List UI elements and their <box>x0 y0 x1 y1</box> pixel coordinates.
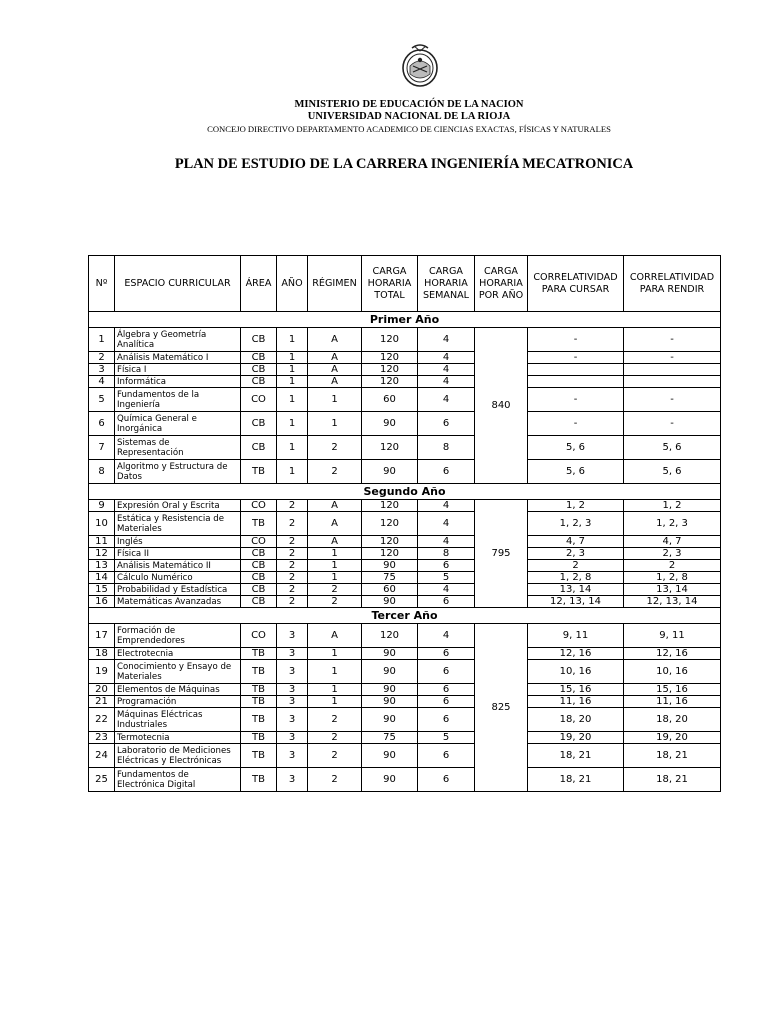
cell-num: 21 <box>89 696 115 708</box>
table-row <box>89 584 721 596</box>
cell-name: Probabilidad y Estadística <box>115 584 241 596</box>
cell-num: 18 <box>89 648 115 660</box>
cell-corr-cursar: 1, 2 <box>528 500 624 512</box>
cell-corr-rendir: 2 <box>624 560 721 572</box>
cell-carga-semanal: 4 <box>418 376 475 388</box>
cell-num: 12 <box>89 548 115 560</box>
cell-corr-rendir: 1, 2 <box>624 500 721 512</box>
table-row <box>89 660 721 684</box>
cell-carga-total: 120 <box>362 376 418 388</box>
cell-corr-cursar: 2 <box>528 560 624 572</box>
cell-corr-rendir: 11, 16 <box>624 696 721 708</box>
table-header-row <box>89 256 721 312</box>
cell-carga-total: 90 <box>362 660 418 684</box>
cell-carga-total: 90 <box>362 768 418 792</box>
cell-carga-total: 120 <box>362 624 418 648</box>
cell-area: CB <box>241 560 277 572</box>
cell-area: CB <box>241 364 277 376</box>
cell-regimen: 1 <box>308 660 362 684</box>
cell-anio: 3 <box>277 696 308 708</box>
cell-carga-semanal: 6 <box>418 596 475 608</box>
cell-carga-semanal: 4 <box>418 364 475 376</box>
table-row <box>89 684 721 696</box>
cell-anio: 1 <box>277 328 308 352</box>
cell-carga-semanal: 6 <box>418 768 475 792</box>
section-title: Tercer Año <box>89 608 721 624</box>
cell-corr-rendir: 12, 13, 14 <box>624 596 721 608</box>
header-corr-rendir: CORRELATIVIDAD PARA RENDIR <box>624 256 721 312</box>
university-name: UNIVERSIDAD NACIONAL DE LA RIOJA <box>307 111 511 122</box>
cell-anio: 1 <box>277 352 308 364</box>
cell-name: Análisis Matemático I <box>115 352 241 364</box>
cell-area: TB <box>241 648 277 660</box>
cell-anio: 3 <box>277 708 308 732</box>
cell-num: 8 <box>89 460 115 484</box>
cell-regimen: 1 <box>308 548 362 560</box>
table-row <box>89 436 721 460</box>
cell-corr-cursar: 18, 21 <box>528 744 624 768</box>
cell-corr-cursar: - <box>528 388 624 412</box>
table-row <box>89 624 721 648</box>
cell-carga-total: 90 <box>362 560 418 572</box>
table-row <box>89 412 721 436</box>
header-carga-anio: CARGA HORARIA POR AÑO <box>475 256 528 312</box>
cell-area: CB <box>241 412 277 436</box>
cell-corr-rendir: - <box>624 412 721 436</box>
cell-regimen: 2 <box>308 708 362 732</box>
table-row <box>89 548 721 560</box>
cell-carga-total: 90 <box>362 696 418 708</box>
cell-carga-total: 120 <box>362 364 418 376</box>
cell-anio: 2 <box>277 560 308 572</box>
cell-num: 15 <box>89 584 115 596</box>
table-row <box>89 572 721 584</box>
cell-corr-rendir: 9, 11 <box>624 624 721 648</box>
cell-area: CB <box>241 572 277 584</box>
section-row <box>89 312 721 328</box>
cell-regimen: 2 <box>308 732 362 744</box>
cell-carga-total: 90 <box>362 684 418 696</box>
cell-area: CO <box>241 624 277 648</box>
header-area: ÁREA <box>241 256 277 312</box>
cell-carga-semanal: 4 <box>418 352 475 364</box>
cell-regimen: A <box>308 328 362 352</box>
cell-corr-rendir: 19, 20 <box>624 732 721 744</box>
cell-corr-rendir: 15, 16 <box>624 684 721 696</box>
cell-name: Estática y Resistencia de Materiales <box>115 512 241 536</box>
cell-carga-semanal: 6 <box>418 696 475 708</box>
cell-corr-cursar: 1, 2, 3 <box>528 512 624 536</box>
cell-num: 24 <box>89 744 115 768</box>
cell-corr-cursar: 4, 7 <box>528 536 624 548</box>
cell-regimen: 1 <box>308 648 362 660</box>
cell-regimen: 1 <box>308 412 362 436</box>
table-row <box>89 364 721 376</box>
cell-area: TB <box>241 684 277 696</box>
cell-regimen: 2 <box>308 436 362 460</box>
section-title: Segundo Año <box>89 484 721 500</box>
cell-num: 22 <box>89 708 115 732</box>
cell-corr-cursar: 19, 20 <box>528 732 624 744</box>
cell-carga-total: 90 <box>362 708 418 732</box>
cell-anio: 3 <box>277 660 308 684</box>
cell-carga-semanal: 5 <box>418 572 475 584</box>
cell-area: CB <box>241 352 277 364</box>
cell-carga-total: 120 <box>362 512 418 536</box>
header-num: Nº <box>89 256 115 312</box>
cell-corr-cursar: 5, 6 <box>528 436 624 460</box>
cell-carga-total: 120 <box>362 536 418 548</box>
cell-carga-total: 60 <box>362 584 418 596</box>
ministry-name: MINISTERIO DE EDUCACIÓN DE LA NACION <box>294 99 524 110</box>
cell-corr-rendir <box>624 364 721 376</box>
cell-regimen: A <box>308 352 362 364</box>
cell-anio: 1 <box>277 436 308 460</box>
cell-name: Formación de Emprendedores <box>115 624 241 648</box>
cell-carga-total: 120 <box>362 500 418 512</box>
cell-num: 25 <box>89 768 115 792</box>
university-seal-icon <box>400 42 440 90</box>
cell-num: 23 <box>89 732 115 744</box>
cell-num: 17 <box>89 624 115 648</box>
cell-anio: 2 <box>277 500 308 512</box>
cell-corr-cursar: 13, 14 <box>528 584 624 596</box>
table-row <box>89 460 721 484</box>
header-carga-semanal: CARGA HORARIA SEMANAL <box>418 256 475 312</box>
cell-anio: 2 <box>277 512 308 536</box>
cell-name: Fundamentos de la Ingeniería <box>115 388 241 412</box>
cell-regimen: 2 <box>308 596 362 608</box>
cell-regimen: A <box>308 364 362 376</box>
cell-carga-semanal: 6 <box>418 560 475 572</box>
cell-carga-semanal: 6 <box>418 660 475 684</box>
cell-carga-anio: 795 <box>475 500 528 608</box>
cell-corr-rendir: 18, 21 <box>624 768 721 792</box>
cell-carga-semanal: 6 <box>418 708 475 732</box>
cell-anio: 3 <box>277 732 308 744</box>
cell-carga-semanal: 8 <box>418 436 475 460</box>
cell-name: Informática <box>115 376 241 388</box>
cell-name: Expresión Oral y Escrita <box>115 500 241 512</box>
cell-corr-cursar: - <box>528 352 624 364</box>
table-row <box>89 512 721 536</box>
cell-carga-semanal: 6 <box>418 460 475 484</box>
cell-carga-semanal: 6 <box>418 412 475 436</box>
cell-corr-rendir: 5, 6 <box>624 436 721 460</box>
cell-carga-semanal: 6 <box>418 744 475 768</box>
cell-num: 13 <box>89 560 115 572</box>
cell-anio: 1 <box>277 412 308 436</box>
cell-anio: 3 <box>277 648 308 660</box>
cell-regimen: 1 <box>308 572 362 584</box>
cell-anio: 3 <box>277 684 308 696</box>
cell-area: TB <box>241 744 277 768</box>
cell-carga-semanal: 4 <box>418 624 475 648</box>
cell-corr-cursar <box>528 376 624 388</box>
cell-corr-rendir: 5, 6 <box>624 460 721 484</box>
cell-carga-total: 90 <box>362 744 418 768</box>
cell-name: Inglés <box>115 536 241 548</box>
table-row <box>89 560 721 572</box>
cell-carga-semanal: 8 <box>418 548 475 560</box>
cell-regimen: A <box>308 512 362 536</box>
cell-name: Análisis Matemático II <box>115 560 241 572</box>
cell-anio: 1 <box>277 460 308 484</box>
cell-carga-semanal: 4 <box>418 500 475 512</box>
cell-carga-semanal: 4 <box>418 388 475 412</box>
cell-carga-semanal: 6 <box>418 684 475 696</box>
cell-regimen: A <box>308 536 362 548</box>
cell-carga-total: 120 <box>362 352 418 364</box>
cell-area: TB <box>241 708 277 732</box>
cell-anio: 2 <box>277 572 308 584</box>
cell-num: 6 <box>89 412 115 436</box>
cell-num: 11 <box>89 536 115 548</box>
cell-area: CO <box>241 536 277 548</box>
cell-regimen: A <box>308 500 362 512</box>
cell-regimen: 2 <box>308 584 362 596</box>
cell-corr-rendir: 13, 14 <box>624 584 721 596</box>
header-corr-cursar: CORRELATIVIDAD PARA CURSAR <box>528 256 624 312</box>
cell-corr-cursar: - <box>528 412 624 436</box>
cell-area: TB <box>241 660 277 684</box>
cell-anio: 2 <box>277 548 308 560</box>
cell-regimen: A <box>308 376 362 388</box>
cell-num: 3 <box>89 364 115 376</box>
cell-corr-rendir: 2, 3 <box>624 548 721 560</box>
section-title: Primer Año <box>89 312 721 328</box>
cell-corr-rendir: 4, 7 <box>624 536 721 548</box>
table-row <box>89 388 721 412</box>
cell-name: Física II <box>115 548 241 560</box>
cell-num: 7 <box>89 436 115 460</box>
section-row <box>89 608 721 624</box>
cell-num: 16 <box>89 596 115 608</box>
cell-num: 1 <box>89 328 115 352</box>
cell-carga-semanal: 4 <box>418 328 475 352</box>
ministry-header <box>0 99 768 135</box>
cell-name: Sistemas de Representación <box>115 436 241 460</box>
table-row <box>89 768 721 792</box>
cell-corr-rendir: 1, 2, 8 <box>624 572 721 584</box>
cell-carga-total: 90 <box>362 412 418 436</box>
cell-area: CB <box>241 436 277 460</box>
cell-carga-anio: 840 <box>475 328 528 484</box>
cell-num: 19 <box>89 660 115 684</box>
document-title: PLAN DE ESTUDIO DE LA CARRERA INGENIERÍA MECATRONICA <box>174 156 634 172</box>
cell-num: 5 <box>89 388 115 412</box>
cell-name: Laboratorio de Mediciones Eléctricas y Electrónicas <box>115 744 241 768</box>
header-anio: AÑO <box>277 256 308 312</box>
council-name: CONCEJO DIRECTIVO DEPARTAMENTO ACADEMICO DE CIENCIAS EXACTAS, FÍSICAS Y NATURALES <box>207 124 611 134</box>
cell-corr-rendir <box>624 376 721 388</box>
cell-anio: 1 <box>277 364 308 376</box>
cell-corr-cursar: 18, 20 <box>528 708 624 732</box>
table-row <box>89 732 721 744</box>
cell-area: TB <box>241 768 277 792</box>
cell-area: TB <box>241 732 277 744</box>
cell-area: CB <box>241 548 277 560</box>
table-row <box>89 536 721 548</box>
cell-area: TB <box>241 696 277 708</box>
cell-carga-total: 90 <box>362 648 418 660</box>
cell-area: CB <box>241 584 277 596</box>
cell-anio: 1 <box>277 388 308 412</box>
cell-area: CO <box>241 388 277 412</box>
cell-corr-cursar: 15, 16 <box>528 684 624 696</box>
cell-name: Conocimiento y Ensayo de Materiales <box>115 660 241 684</box>
cell-name: Fundamentos de Electrónica Digital <box>115 768 241 792</box>
header-carga-total: CARGA HORARIA TOTAL <box>362 256 418 312</box>
cell-name: Algoritmo y Estructura de Datos <box>115 460 241 484</box>
cell-carga-total: 120 <box>362 548 418 560</box>
cell-corr-rendir: 1, 2, 3 <box>624 512 721 536</box>
cell-carga-semanal: 4 <box>418 512 475 536</box>
cell-corr-rendir: - <box>624 352 721 364</box>
table-row <box>89 328 721 352</box>
cell-num: 10 <box>89 512 115 536</box>
cell-carga-total: 120 <box>362 436 418 460</box>
cell-regimen: 1 <box>308 560 362 572</box>
cell-carga-total: 75 <box>362 732 418 744</box>
cell-corr-cursar: 11, 16 <box>528 696 624 708</box>
cell-carga-semanal: 5 <box>418 732 475 744</box>
cell-corr-rendir: 12, 16 <box>624 648 721 660</box>
cell-name: Cálculo Numérico <box>115 572 241 584</box>
table-row <box>89 696 721 708</box>
cell-corr-cursar: 18, 21 <box>528 768 624 792</box>
table-row <box>89 708 721 732</box>
cell-num: 20 <box>89 684 115 696</box>
table-row <box>89 744 721 768</box>
cell-regimen: 2 <box>308 744 362 768</box>
cell-name: Electrotecnia <box>115 648 241 660</box>
cell-num: 4 <box>89 376 115 388</box>
cell-corr-cursar: 12, 13, 14 <box>528 596 624 608</box>
cell-corr-rendir: 10, 16 <box>624 660 721 684</box>
cell-regimen: 1 <box>308 684 362 696</box>
table-row <box>89 596 721 608</box>
cell-name: Química General e Inorgánica <box>115 412 241 436</box>
table-row <box>89 352 721 364</box>
cell-num: 9 <box>89 500 115 512</box>
cell-carga-total: 60 <box>362 388 418 412</box>
cell-regimen: 2 <box>308 460 362 484</box>
cell-corr-cursar <box>528 364 624 376</box>
cell-corr-rendir: 18, 20 <box>624 708 721 732</box>
cell-carga-total: 90 <box>362 596 418 608</box>
cell-corr-rendir: - <box>624 388 721 412</box>
cell-name: Máquinas Eléctricas Industriales <box>115 708 241 732</box>
cell-area: CB <box>241 596 277 608</box>
cell-carga-total: 120 <box>362 328 418 352</box>
table-row <box>89 648 721 660</box>
section-row <box>89 484 721 500</box>
cell-carga-total: 75 <box>362 572 418 584</box>
cell-area: TB <box>241 460 277 484</box>
cell-carga-semanal: 4 <box>418 584 475 596</box>
cell-carga-semanal: 6 <box>418 648 475 660</box>
cell-carga-anio: 825 <box>475 624 528 792</box>
header-espacio: ESPACIO CURRICULAR <box>115 256 241 312</box>
cell-carga-semanal: 4 <box>418 536 475 548</box>
cell-regimen: 2 <box>308 768 362 792</box>
cell-name: Álgebra y Geometría Analítica <box>115 328 241 352</box>
cell-corr-cursar: 1, 2, 8 <box>528 572 624 584</box>
cell-corr-rendir: 18, 21 <box>624 744 721 768</box>
cell-anio: 3 <box>277 768 308 792</box>
cell-name: Física I <box>115 364 241 376</box>
cell-corr-cursar: 2, 3 <box>528 548 624 560</box>
cell-name: Termotecnia <box>115 732 241 744</box>
cell-regimen: 1 <box>308 388 362 412</box>
study-plan-table <box>88 255 721 792</box>
cell-corr-cursar: 9, 11 <box>528 624 624 648</box>
cell-name: Programación <box>115 696 241 708</box>
cell-name: Elementos de Máquinas <box>115 684 241 696</box>
cell-corr-cursar: 12, 16 <box>528 648 624 660</box>
cell-corr-cursar: 5, 6 <box>528 460 624 484</box>
cell-anio: 2 <box>277 584 308 596</box>
cell-num: 14 <box>89 572 115 584</box>
table-row <box>89 500 721 512</box>
cell-area: TB <box>241 512 277 536</box>
header-regimen: RÉGIMEN <box>308 256 362 312</box>
cell-corr-rendir: - <box>624 328 721 352</box>
cell-anio: 1 <box>277 376 308 388</box>
cell-area: CB <box>241 328 277 352</box>
cell-corr-cursar: - <box>528 328 624 352</box>
cell-corr-cursar: 10, 16 <box>528 660 624 684</box>
table-row <box>89 376 721 388</box>
cell-anio: 2 <box>277 596 308 608</box>
cell-anio: 3 <box>277 624 308 648</box>
cell-area: CB <box>241 376 277 388</box>
cell-name: Matemáticas Avanzadas <box>115 596 241 608</box>
cell-num: 2 <box>89 352 115 364</box>
cell-regimen: A <box>308 624 362 648</box>
cell-area: CO <box>241 500 277 512</box>
cell-regimen: 1 <box>308 696 362 708</box>
cell-anio: 2 <box>277 536 308 548</box>
cell-anio: 3 <box>277 744 308 768</box>
cell-carga-total: 90 <box>362 460 418 484</box>
